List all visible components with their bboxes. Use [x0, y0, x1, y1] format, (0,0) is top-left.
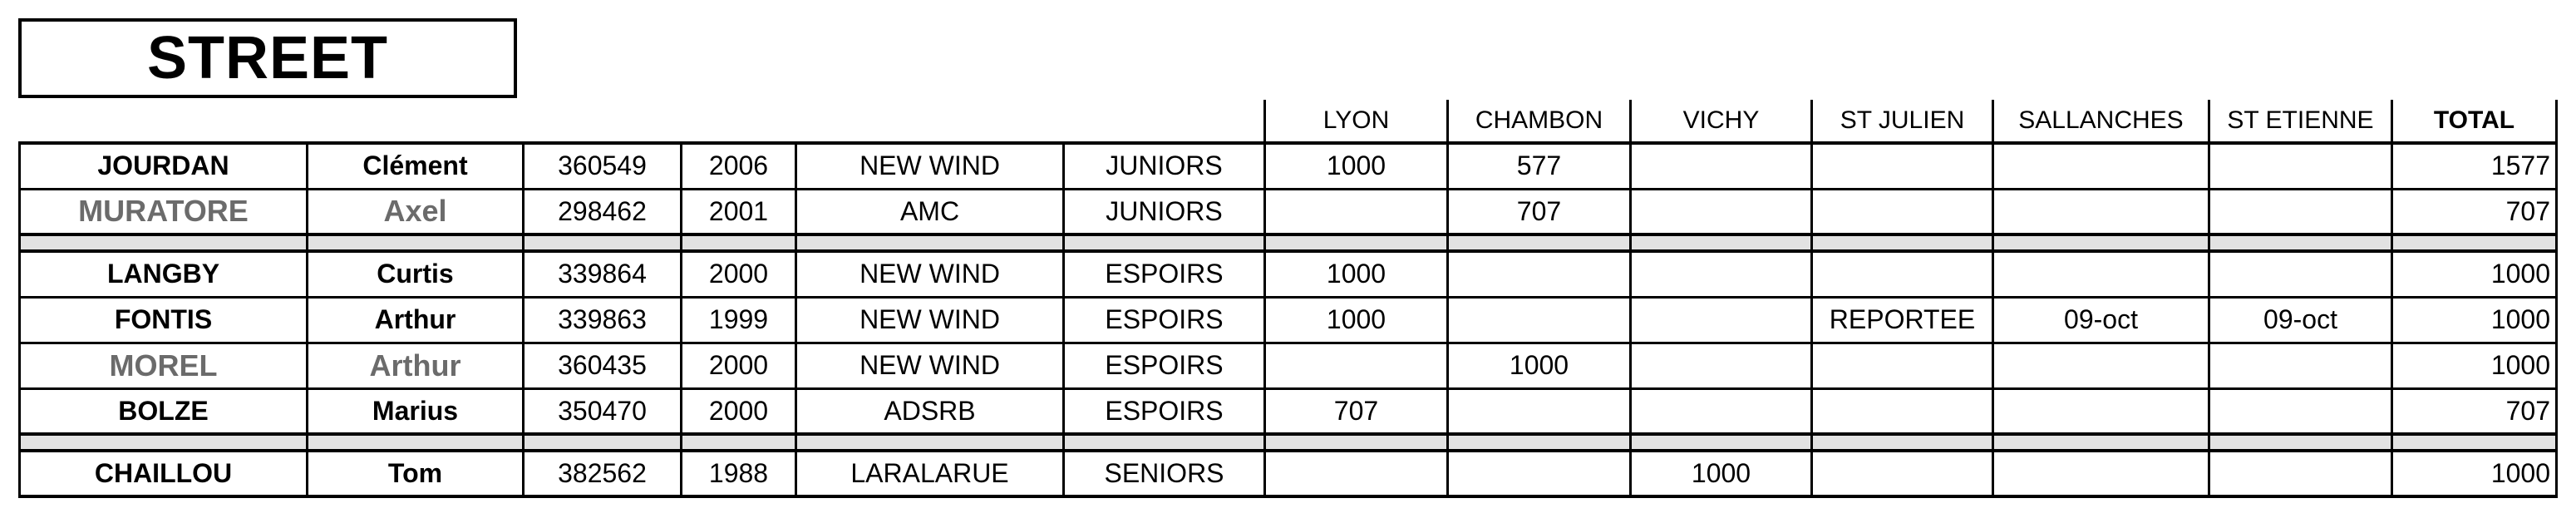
birth-year: 2001 — [682, 189, 796, 234]
athlete-first-name: Marius — [308, 388, 524, 434]
score-lyon — [1265, 343, 1448, 388]
athlete-last-name: MURATORE — [20, 189, 308, 234]
score-st-julien — [1812, 143, 1993, 189]
category: ESPOIRS — [1064, 297, 1265, 343]
table-row — [20, 388, 2557, 434]
score-sallanches — [1993, 189, 2209, 234]
club-name: NEW WIND — [796, 143, 1064, 189]
score-vichy — [1631, 297, 1812, 343]
birth-year: 2000 — [682, 388, 796, 434]
score-sallanches — [1993, 343, 2209, 388]
score-vichy — [1631, 388, 1812, 434]
group-separator — [20, 434, 2557, 451]
score-chambon — [1448, 451, 1631, 496]
table-row — [20, 343, 2557, 388]
score-sallanches — [1993, 143, 2209, 189]
event-header-lyon: LYON — [1265, 100, 1448, 143]
club-name: NEW WIND — [796, 251, 1064, 297]
score-st-julien — [1812, 451, 1993, 496]
license-number: 350470 — [524, 388, 682, 434]
score-st-etienne — [2209, 388, 2392, 434]
athlete-last-name: BOLZE — [20, 388, 308, 434]
score-vichy — [1631, 343, 1812, 388]
score-chambon — [1448, 388, 1631, 434]
athlete-first-name: Tom — [308, 451, 524, 496]
score-total: 707 — [2392, 189, 2557, 234]
athlete-first-name: Clément — [308, 143, 524, 189]
group-separator — [20, 234, 2557, 251]
athlete-last-name: CHAILLOU — [20, 451, 308, 496]
score-chambon: 1000 — [1448, 343, 1631, 388]
score-lyon — [1265, 451, 1448, 496]
event-header-chambon: CHAMBON — [1448, 100, 1631, 143]
club-name: NEW WIND — [796, 297, 1064, 343]
sheet-title: STREET — [18, 18, 517, 98]
category: JUNIORS — [1064, 189, 1265, 234]
club-name: AMC — [796, 189, 1064, 234]
score-vichy — [1631, 189, 1812, 234]
score-st-julien — [1812, 251, 1993, 297]
score-st-etienne — [2209, 143, 2392, 189]
table-row — [20, 251, 2557, 297]
score-total: 1000 — [2392, 297, 2557, 343]
score-st-julien — [1812, 388, 1993, 434]
score-st-julien — [1812, 343, 1993, 388]
club-name: LARALARUE — [796, 451, 1064, 496]
score-st-etienne — [2209, 451, 2392, 496]
score-chambon: 577 — [1448, 143, 1631, 189]
score-chambon — [1448, 251, 1631, 297]
score-sallanches: 09-oct — [1993, 297, 2209, 343]
score-st-etienne — [2209, 251, 2392, 297]
club-name: ADSRB — [796, 388, 1064, 434]
category: ESPOIRS — [1064, 343, 1265, 388]
athlete-first-name: Curtis — [308, 251, 524, 297]
score-lyon: 1000 — [1265, 297, 1448, 343]
score-total: 1000 — [2392, 343, 2557, 388]
score-lyon: 1000 — [1265, 143, 1448, 189]
birth-year: 1999 — [682, 297, 796, 343]
athlete-last-name: FONTIS — [20, 297, 308, 343]
athlete-first-name: Arthur — [308, 297, 524, 343]
athlete-first-name: Arthur — [308, 343, 524, 388]
score-st-julien: REPORTEE — [1812, 297, 1993, 343]
table-row — [20, 297, 2557, 343]
score-lyon: 1000 — [1265, 251, 1448, 297]
category: JUNIORS — [1064, 143, 1265, 189]
license-number: 360435 — [524, 343, 682, 388]
score-lyon: 707 — [1265, 388, 1448, 434]
header-row — [20, 100, 2557, 143]
score-chambon: 707 — [1448, 189, 1631, 234]
score-lyon — [1265, 189, 1448, 234]
score-st-etienne — [2209, 343, 2392, 388]
ranking-table — [18, 100, 2558, 498]
category: SENIORS — [1064, 451, 1265, 496]
score-st-etienne: 09-oct — [2209, 297, 2392, 343]
score-sallanches — [1993, 251, 2209, 297]
score-chambon — [1448, 297, 1631, 343]
athlete-last-name: JOURDAN — [20, 143, 308, 189]
table-row — [20, 189, 2557, 234]
birth-year: 2000 — [682, 343, 796, 388]
license-number: 298462 — [524, 189, 682, 234]
score-st-etienne — [2209, 189, 2392, 234]
score-total: 1000 — [2392, 451, 2557, 496]
score-sallanches — [1993, 451, 2209, 496]
score-vichy: 1000 — [1631, 451, 1812, 496]
athlete-last-name: MOREL — [20, 343, 308, 388]
event-header-st-etienne: ST ETIENNE — [2209, 100, 2392, 143]
score-total: 1000 — [2392, 251, 2557, 297]
table-row — [20, 143, 2557, 189]
event-header-st-julien: ST JULIEN — [1812, 100, 1993, 143]
birth-year: 2000 — [682, 251, 796, 297]
score-vichy — [1631, 251, 1812, 297]
athlete-last-name: LANGBY — [20, 251, 308, 297]
score-total: 1577 — [2392, 143, 2557, 189]
birth-year: 2006 — [682, 143, 796, 189]
total-header: TOTAL — [2392, 100, 2557, 143]
score-vichy — [1631, 143, 1812, 189]
license-number: 360549 — [524, 143, 682, 189]
event-header-sallanches: SALLANCHES — [1993, 100, 2209, 143]
athlete-first-name: Axel — [308, 189, 524, 234]
score-st-julien — [1812, 189, 1993, 234]
category: ESPOIRS — [1064, 251, 1265, 297]
score-total: 707 — [2392, 388, 2557, 434]
license-number: 339863 — [524, 297, 682, 343]
category: ESPOIRS — [1064, 388, 1265, 434]
score-sallanches — [1993, 388, 2209, 434]
event-header-vichy: VICHY — [1631, 100, 1812, 143]
license-number: 382562 — [524, 451, 682, 496]
birth-year: 1988 — [682, 451, 796, 496]
club-name: NEW WIND — [796, 343, 1064, 388]
table-row — [20, 451, 2557, 496]
license-number: 339864 — [524, 251, 682, 297]
